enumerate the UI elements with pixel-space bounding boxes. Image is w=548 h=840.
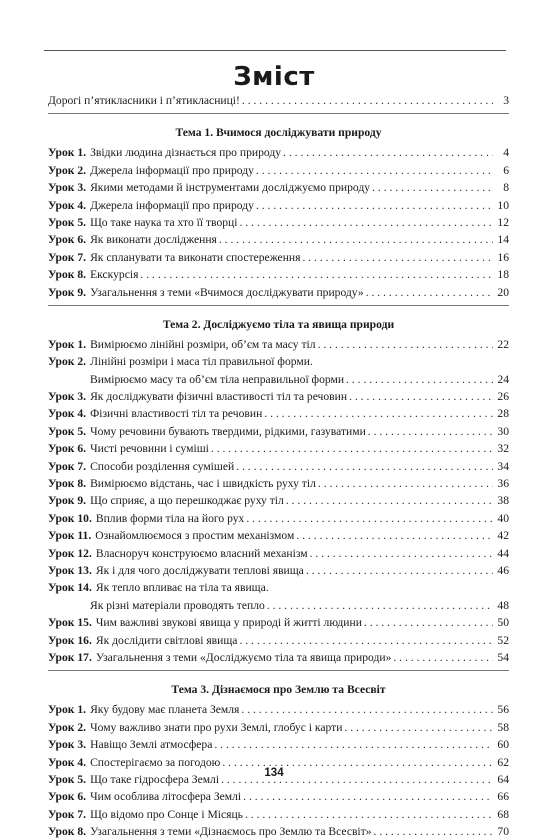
toc-lesson-row[interactable] (48, 458, 509, 475)
lesson-page-number: 36 (497, 477, 509, 491)
lesson-page-number: 28 (497, 407, 509, 421)
lesson-page-number: 52 (497, 633, 509, 647)
lesson-title: Що відомо про Сонце і Місяць (90, 807, 243, 821)
lesson-page-number: 34 (497, 459, 509, 473)
lesson-number: Урок 17. (48, 650, 92, 664)
lesson-number: Урок 9. (48, 494, 87, 508)
lesson-number: Урок 9. (48, 285, 87, 299)
lesson-title: Спостерігаємо за погодою (90, 755, 221, 769)
leader-dots (239, 632, 493, 649)
lesson-page-number: 66 (497, 790, 509, 804)
leader-dots (302, 249, 493, 266)
lesson-title: Джерела інформації про природу (90, 198, 254, 212)
lesson-number: Урок 1. (48, 703, 87, 717)
lesson-title: Чим особлива літосфера Землі (90, 790, 242, 804)
toc-lesson-row[interactable] (48, 266, 509, 283)
leader-dots (374, 823, 493, 840)
lesson-page-number: 6 (503, 163, 509, 177)
toc-lesson-row[interactable] (48, 423, 509, 440)
lesson-number: Урок 6. (48, 442, 87, 456)
lesson-page-number: 42 (497, 529, 509, 543)
lesson-title: Як різні матеріали проводять тепло (90, 598, 265, 612)
lesson-title: Як і для чого досліджувати теплові явища (95, 563, 304, 577)
leader-dots (318, 475, 493, 492)
lesson-page-number: 48 (497, 598, 509, 612)
lesson-number: Урок 5. (48, 424, 87, 438)
leader-dots (214, 736, 493, 753)
lesson-title: Чисті речовини і суміші (90, 442, 209, 456)
page-title: Зміст (233, 62, 315, 92)
toc-lesson-row[interactable] (48, 440, 509, 457)
toc-lesson-row[interactable] (48, 353, 509, 370)
leader-dots (310, 545, 493, 562)
lesson-title: Чому важливо знати про рухи Землі, глобус і карти (90, 720, 343, 734)
toc-lesson-row[interactable] (48, 197, 509, 214)
leader-dots (267, 597, 493, 614)
lesson-title: Фізичні властивості тіл та речовин (90, 407, 263, 421)
lesson-page-number: 60 (497, 738, 509, 752)
toc-lesson-row[interactable] (48, 510, 509, 527)
lesson-number: Урок 11. (48, 529, 92, 543)
toc-lesson-row[interactable] (48, 823, 509, 840)
lesson-number: Урок 6. (48, 790, 87, 804)
lesson-page-number: 58 (497, 720, 509, 734)
lesson-page-number: 44 (497, 546, 509, 560)
leader-dots (243, 788, 493, 805)
leader-dots (344, 719, 493, 736)
toc-lesson-row[interactable] (48, 249, 509, 266)
lesson-number: Урок 6. (48, 233, 87, 247)
toc-lesson-row[interactable] (48, 527, 509, 544)
leader-dots (368, 423, 493, 440)
lesson-title: Що сприяє, а що перешкоджає руху тіл (90, 494, 284, 508)
lesson-page-number: 54 (497, 650, 509, 664)
lesson-page-number: 62 (497, 755, 509, 769)
theme-heading: Тема 1. Вчимося досліджувати природу (175, 126, 382, 140)
toc-lesson-row[interactable] (48, 371, 509, 388)
lesson-page-number: 30 (497, 424, 509, 438)
toc-lesson-row[interactable] (48, 475, 509, 492)
lesson-title: Як дослідити світлові явища (95, 633, 238, 647)
lesson-number: Урок 8. (48, 825, 87, 839)
leader-dots (211, 440, 493, 457)
lesson-title: Ознайомлюємося з простим механізмом (95, 529, 295, 543)
lesson-number: Урок 7. (48, 807, 87, 821)
toc-lesson-row[interactable] (48, 144, 509, 161)
lesson-title: Узагальнення з теми «Дізнаємось про Землю та Всесвіт» (90, 825, 372, 839)
lesson-number: Урок 3. (48, 738, 87, 752)
lesson-page-number: 40 (497, 511, 509, 525)
lesson-title: Як виконати дослідження (90, 233, 217, 247)
lesson-title: Екскурсія (90, 268, 139, 282)
leader-dots (366, 284, 493, 301)
section-divider (48, 670, 509, 671)
lesson-number: Урок 2. (48, 355, 87, 369)
lesson-number: Урок 8. (48, 477, 87, 491)
section-divider (48, 113, 509, 114)
toc-lesson-row[interactable] (48, 231, 509, 248)
lesson-number: Урок 3. (48, 390, 87, 404)
lesson-number: Урок 2. (48, 163, 87, 177)
toc-lesson-row[interactable] (48, 405, 509, 422)
toc-lesson-row[interactable] (48, 388, 509, 405)
lesson-number: Урок 4. (48, 407, 87, 421)
leader-dots (372, 179, 493, 196)
lesson-title: Власноруч конструюємо власний механізм (95, 546, 308, 560)
lesson-title: Узагальнення з теми «Вчимося досліджувати природу» (90, 285, 364, 299)
lesson-title: Звідки людина дізнається про природу (90, 146, 282, 160)
lesson-number: Урок 4. (48, 198, 87, 212)
toc-lesson-row[interactable] (48, 649, 509, 666)
lesson-page-number: 70 (497, 825, 509, 839)
toc-intro-page: 3 (503, 94, 509, 107)
lesson-page-number: 14 (497, 233, 509, 247)
lesson-title: Чим важливі звукові явища у природі й житті людини (95, 616, 362, 630)
toc-lesson-row[interactable] (48, 162, 509, 179)
lesson-page-number: 24 (497, 372, 509, 386)
lesson-title: Вимірюємо відстань, час і швидкість руху тіл (90, 477, 316, 491)
lesson-number: Урок 1. (48, 146, 87, 160)
lesson-page-number: 64 (497, 772, 509, 786)
leader-dots (286, 492, 493, 509)
lesson-title: Навіщо Землі атмосфера (90, 738, 213, 752)
lesson-title: Вплив форми тіла на його рух (95, 511, 245, 525)
lesson-number: Урок 10. (48, 511, 92, 525)
toc-lesson-row[interactable] (48, 492, 509, 509)
lesson-number: Урок 7. (48, 250, 87, 264)
leader-dots (306, 562, 493, 579)
toc-lesson-row[interactable] (48, 336, 509, 353)
lesson-number: Урок 16. (48, 633, 92, 647)
lesson-title: Як спланувати та виконати спостереження (90, 250, 301, 264)
lesson-number: Урок 4. (48, 755, 87, 769)
lesson-title: Що таке гідросфера Землі (90, 772, 220, 786)
toc-lesson-row[interactable] (48, 545, 509, 562)
lesson-number: Урок 8. (48, 268, 87, 282)
theme-heading: Тема 3. Дізнаємося про Землю та Всесвіт (171, 683, 386, 697)
leader-dots (256, 162, 493, 179)
page-number: 134 (264, 767, 284, 779)
toc-lesson-row[interactable] (48, 579, 509, 596)
lesson-title: Способи розділення сумішей (90, 459, 235, 473)
toc-lesson-row[interactable] (48, 614, 509, 631)
lesson-number: Урок 5. (48, 215, 87, 229)
leader-dots (346, 371, 493, 388)
toc-lesson-row[interactable] (48, 719, 509, 736)
toc-intro-text: Дорогі п’ятикласники і п’ятикласниці! (48, 94, 240, 107)
lesson-title: Як досліджувати фізичні властивості тіл та речовин (90, 390, 348, 404)
leader-dots (296, 527, 493, 544)
lesson-page-number: 18 (497, 268, 509, 282)
lesson-title: Джерела інформації про природу (90, 163, 254, 177)
leader-dots (349, 388, 493, 405)
lesson-page-number: 26 (497, 390, 509, 404)
toc-lesson-row[interactable] (48, 597, 509, 614)
theme-heading: Тема 2. Досліджуємо тіла та явища природи (162, 317, 395, 331)
lesson-page-number: 56 (497, 703, 509, 717)
lesson-page-number: 38 (497, 494, 509, 508)
lesson-number: Урок 13. (48, 563, 92, 577)
lesson-number: Урок 3. (48, 181, 87, 195)
lesson-page-number: 46 (497, 563, 509, 577)
toc-lesson-row[interactable] (48, 701, 509, 718)
leader-dots (245, 806, 493, 823)
lesson-number: Урок 12. (48, 546, 92, 560)
lesson-number: Урок 1. (48, 337, 87, 351)
leader-dots (236, 458, 493, 475)
lesson-title: Як тепло впливає на тіла та явища. (95, 581, 269, 595)
leader-dots (246, 510, 493, 527)
leader-dots (239, 214, 493, 231)
leader-dots (393, 649, 493, 666)
leader-dots (264, 405, 493, 422)
toc-lesson-row[interactable] (48, 788, 509, 805)
toc-lesson-row[interactable] (48, 806, 509, 823)
toc-lesson-row[interactable] (48, 214, 509, 231)
leader-dots (283, 144, 493, 161)
lesson-title: Вимірюємо лінійні розміри, об’єм та масу тіл (90, 337, 316, 351)
toc-lesson-row[interactable] (48, 736, 509, 753)
lesson-title: Вимірюємо масу та об’єм тіла неправильної форми (90, 372, 345, 386)
lesson-title: Лінійні розміри і маса тіл правильної форми. (90, 355, 313, 369)
table-of-contents (48, 92, 509, 840)
lesson-title: Узагальнення з теми «Досліджуємо тіла та явища природи» (95, 650, 392, 664)
leader-dots (318, 336, 493, 353)
lesson-page-number: 16 (497, 250, 509, 264)
toc-lesson-row[interactable] (48, 632, 509, 649)
lesson-page-number: 22 (497, 337, 509, 351)
leader-dots (140, 266, 493, 283)
toc-lesson-row[interactable] (48, 284, 509, 301)
toc-lesson-row[interactable] (48, 562, 509, 579)
lesson-page-number: 68 (497, 807, 509, 821)
top-rule (44, 50, 506, 51)
lesson-number: Урок 14. (48, 581, 92, 595)
leader-dots (242, 92, 493, 109)
leader-dots (241, 701, 493, 718)
lesson-page-number: 10 (497, 198, 509, 212)
lesson-number: Урок 5. (48, 772, 87, 786)
lesson-page-number: 50 (497, 616, 509, 630)
toc-lesson-row[interactable] (48, 179, 509, 196)
lesson-number: Урок 2. (48, 720, 87, 734)
lesson-page-number: 8 (503, 181, 509, 195)
lesson-title: Що таке наука та хто її творці (90, 215, 238, 229)
toc-intro-row[interactable] (48, 92, 509, 109)
lesson-title: Чому речовини бувають твердими, рідкими, газуватими (90, 424, 366, 438)
lesson-number: Урок 15. (48, 616, 92, 630)
leader-dots (364, 614, 493, 631)
lesson-page-number: 32 (497, 442, 509, 456)
leader-dots (219, 231, 493, 248)
leader-dots (256, 197, 493, 214)
lesson-page-number: 20 (497, 285, 509, 299)
lesson-number: Урок 7. (48, 459, 87, 473)
section-divider (48, 305, 509, 306)
lesson-page-number: 12 (497, 215, 509, 229)
lesson-page-number: 4 (503, 146, 509, 160)
lesson-title: Якими методами й інструментами досліджуємо природу (90, 181, 371, 195)
lesson-title: Яку будову має планета Земля (90, 703, 240, 717)
